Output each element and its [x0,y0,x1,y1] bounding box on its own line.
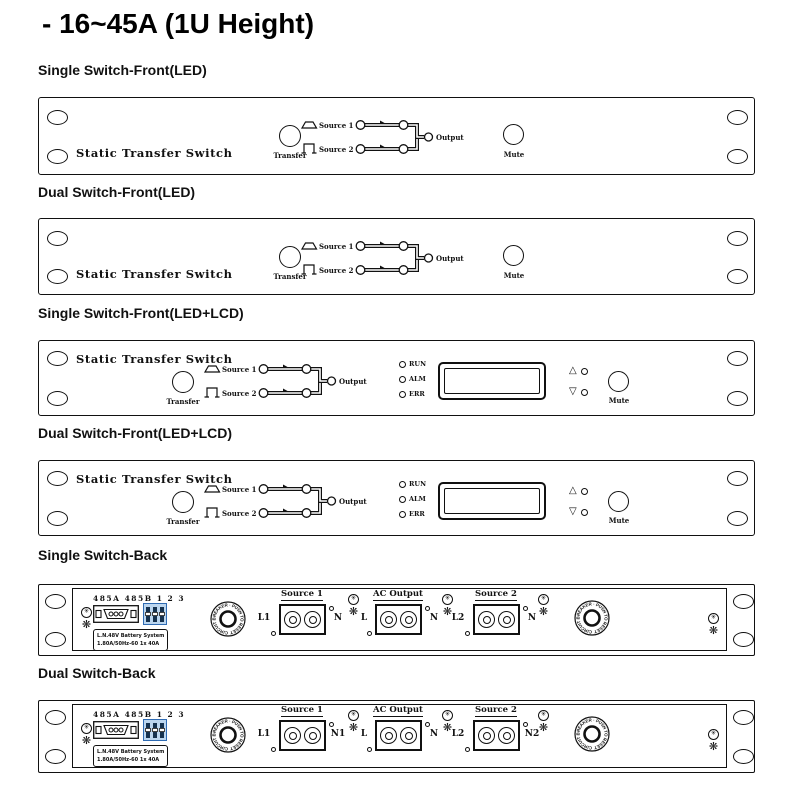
screw-icon: ❋ [538,722,549,734]
pilot-dot [367,631,372,636]
pilot-dot [425,606,430,611]
lcd-display [438,362,546,400]
terminal-socket [400,611,417,628]
source1-icon [302,122,317,128]
screw-icon: ✳ [538,594,549,605]
brand-text: Static Transfer Switch [76,472,233,486]
lcd-display [438,482,546,520]
terminal-socket [498,611,515,628]
source1-terminal-label: Source 1 [281,589,323,599]
scroll-up-control [569,486,588,496]
source1-label: Source 1 [319,242,354,251]
down-button [581,389,588,396]
err-led [399,390,425,398]
mounting-hole [47,231,68,246]
terminal-socket [478,611,495,628]
neutral-label: N [429,729,439,739]
dip-switch-1 [146,607,150,622]
mounting-hole [727,471,748,486]
mounting-hole [47,391,68,406]
mounting-hole [47,511,68,526]
power-path-diagram [204,358,376,404]
power-path-diagram [301,114,473,160]
pilot-dot [425,722,430,727]
mounting-hole [45,632,66,647]
output-label: Output [436,254,464,263]
screw-pair [708,613,719,637]
terminal-socket [498,727,515,744]
down-triangle-icon: ▽ [569,506,577,517]
mute-button [608,371,629,392]
terminal-socket [284,611,301,628]
mounting-hole [727,269,748,284]
mounting-hole [733,594,754,609]
line-label-l: L [360,613,368,623]
page-title: - 16~45A (1U Height) [42,8,315,39]
rating-line2: 1.80A/50Hz-60 1x 40A [97,757,160,763]
rack-panel-single-back [38,584,755,656]
rack-panel-dual-front-led [38,218,755,295]
scroll-up-control [569,366,588,376]
rack-panel-single-front-lcd [38,340,755,416]
alm-led-dot [399,376,406,383]
transfer-label: Transfer [273,272,307,281]
terminal-socket [304,727,321,744]
terminal-socket [284,727,301,744]
breaker-ring-text: CIRCUIT BREAKER · PUSH TO RESET [575,601,609,635]
source2-icon [205,388,220,397]
pilot-dot [271,747,276,752]
dip-switch-1 [146,723,150,738]
screw-pair [81,723,92,747]
terminal-block-source2 [473,604,520,635]
line-label-l1: L1 [257,729,271,739]
rating-line1: L.N.48V Battery System [97,749,165,755]
screw-icon: ❋ [708,741,719,753]
transfer-button [172,371,194,393]
brand-text: Static Transfer Switch [76,267,233,281]
db9-connector [93,721,139,739]
up-triangle-icon: △ [569,485,577,496]
circuit-breaker-input-icon [209,600,247,638]
rack-panel-dual-front-lcd [38,460,755,536]
run-led-label: RUN [409,360,427,368]
rating-label [93,629,168,651]
source2-terminal-label: Source 2 [475,705,517,715]
transfer-button [172,491,194,513]
run-led [399,480,426,488]
circuit-breaker-input-icon [209,716,247,754]
mounting-hole [47,471,68,486]
screw-icon: ❋ [81,619,92,631]
comm-port-label: 485A 485B 1 2 3 [93,710,186,719]
screw-icon: ✳ [81,607,92,618]
screw-icon: ❋ [348,606,359,618]
err-led-label: ERR [409,510,425,518]
terminal-block-source2 [473,720,520,751]
ac-output-terminal-label: AC Output [373,589,423,599]
line-label-l2: L2 [451,729,465,739]
mounting-hole [45,710,66,725]
transfer-button [279,125,301,147]
rack-panel-single-front-led [38,97,755,175]
power-path-diagram [204,478,376,524]
transfer-label: Transfer [166,397,200,406]
scroll-down-control [569,387,588,397]
lcd-screen [444,368,540,394]
screw-icon: ✳ [81,723,92,734]
screw-icon: ❋ [708,625,719,637]
source2-label: Source 2 [319,266,354,275]
terminal-socket [380,611,397,628]
mounting-hole [47,351,68,366]
mounting-hole [727,511,748,526]
screw-icon: ❋ [81,735,92,747]
terminal-socket [380,727,397,744]
source1-label: Source 1 [319,121,354,130]
source2-terminal-label: Source 2 [475,589,517,599]
mute-label: Mute [608,516,630,525]
mounting-hole [727,351,748,366]
pilot-dot [271,631,276,636]
power-path-diagram [301,235,473,281]
terminal-block-source1 [279,720,326,751]
mounting-hole [727,231,748,246]
dip-switch-2 [153,607,157,622]
err-led-dot [399,391,406,398]
section-heading-dual-front-led: Dual Switch-Front(LED) [38,184,196,200]
screw-icon: ✳ [708,613,719,624]
screw-icon: ✳ [348,594,359,605]
mute-button [608,491,629,512]
circuit-breaker-output-icon [573,599,611,637]
source1-terminal-label: Source 1 [281,705,323,715]
screw-pair [538,594,549,618]
screw-icon: ❋ [538,606,549,618]
line-label-l1: L1 [257,613,271,623]
db9-connector [93,605,139,623]
mounting-hole [733,749,754,764]
mute-label: Mute [503,271,525,280]
pilot-dot [465,631,470,636]
brand-text: Static Transfer Switch [76,146,233,160]
line-label-l: L [360,729,368,739]
rating-line2: 1.80A/50Hz-60 1x 40A [97,641,160,647]
section-heading-single-back: Single Switch-Back [38,547,168,563]
alm-led [399,375,426,383]
source2-label: Source 2 [222,389,257,398]
pilot-dot [523,606,528,611]
mounting-hole [47,149,68,164]
rack-panel-dual-back [38,700,755,773]
mounting-hole [45,749,66,764]
source1-icon [302,243,317,249]
source1-icon [205,486,220,492]
terminal-block-source1 [279,604,326,635]
section-heading-dual-front-lcd: Dual Switch-Front(LED+LCD) [38,425,233,441]
breaker-ring-text: CIRCUIT BREAKER · PUSH TO RESET [211,718,245,752]
screw-icon: ✳ [442,710,453,721]
source2-icon [302,144,317,153]
neutral-label: N2 [524,729,540,739]
mute-label: Mute [608,396,630,405]
mounting-hole [47,269,68,284]
transfer-label: Transfer [166,517,200,526]
screw-icon: ✳ [538,710,549,721]
pilot-dot [329,606,334,611]
comm-port-label: 485A 485B 1 2 3 [93,594,186,603]
source2-label: Source 2 [222,509,257,518]
alm-led-dot [399,496,406,503]
screw-icon: ✳ [348,710,359,721]
output-label: Output [436,133,464,142]
dip-switch-3 [160,723,164,738]
pilot-dot [367,747,372,752]
transfer-label: Transfer [273,151,307,160]
output-label: Output [339,377,367,386]
line-label-l2: L2 [451,613,465,623]
dip-switch [143,719,167,741]
ac-output-terminal-label: AC Output [373,705,423,715]
rating-line1: L.N.48V Battery System [97,633,165,639]
mounting-hole [727,110,748,125]
mute-button [503,245,524,266]
terminal-block-ac-output [375,720,422,751]
dip-switch-2 [153,723,157,738]
run-led-dot [399,361,406,368]
breaker-ring-text: CIRCUIT BREAKER · PUSH TO RESET [211,602,245,636]
err-led-dot [399,511,406,518]
section-heading-dual-back: Dual Switch-Back [38,665,156,681]
source2-icon [302,265,317,274]
run-led [399,360,426,368]
alm-led-label: ALM [409,495,426,503]
screw-pair [708,729,719,753]
err-led-label: ERR [409,390,425,398]
down-triangle-icon: ▽ [569,386,577,397]
mounting-hole [727,391,748,406]
screw-icon: ✳ [442,594,453,605]
output-label: Output [339,497,367,506]
mounting-hole [733,632,754,647]
neutral-label: N [527,613,537,623]
terminal-block-ac-output [375,604,422,635]
neutral-label: N [429,613,439,623]
circuit-breaker-output-icon [573,715,611,753]
lcd-screen [444,488,540,514]
alm-led [399,495,426,503]
section-heading-single-front-led: Single Switch-Front(LED) [38,62,207,78]
brand-text: Static Transfer Switch [76,352,233,366]
terminal-socket [478,727,495,744]
terminal-socket [304,611,321,628]
up-button [581,488,588,495]
dip-switch-3 [160,607,164,622]
pilot-dot [523,722,528,727]
screw-icon: ❋ [348,722,359,734]
screw-pair [81,607,92,631]
mounting-hole [47,110,68,125]
dip-switch [143,603,167,625]
transfer-button [279,246,301,268]
rating-label [93,745,168,767]
scroll-down-control [569,507,588,517]
screw-pair [538,710,549,734]
mounting-hole [733,710,754,725]
screw-icon: ✳ [708,729,719,740]
source1-label: Source 1 [222,365,257,374]
pilot-dot [465,747,470,752]
mounting-hole [727,149,748,164]
source2-icon [205,508,220,517]
alm-led-label: ALM [409,375,426,383]
mute-button [503,124,524,145]
breaker-ring-text: CIRCUIT BREAKER · PUSH TO RESET [575,717,609,751]
up-button [581,368,588,375]
up-triangle-icon: △ [569,365,577,376]
screw-icon: ❋ [442,722,453,734]
down-button [581,509,588,516]
mute-label: Mute [503,150,525,159]
section-heading-single-front-lcd: Single Switch-Front(LED+LCD) [38,305,244,321]
neutral-label: N1 [330,729,346,739]
source1-label: Source 1 [222,485,257,494]
neutral-label: N [333,613,343,623]
screw-icon: ❋ [442,606,453,618]
terminal-socket [400,727,417,744]
source1-icon [205,366,220,372]
mounting-hole [45,594,66,609]
run-led-dot [399,481,406,488]
pilot-dot [329,722,334,727]
err-led [399,510,425,518]
run-led-label: RUN [409,480,427,488]
source2-label: Source 2 [319,145,354,154]
